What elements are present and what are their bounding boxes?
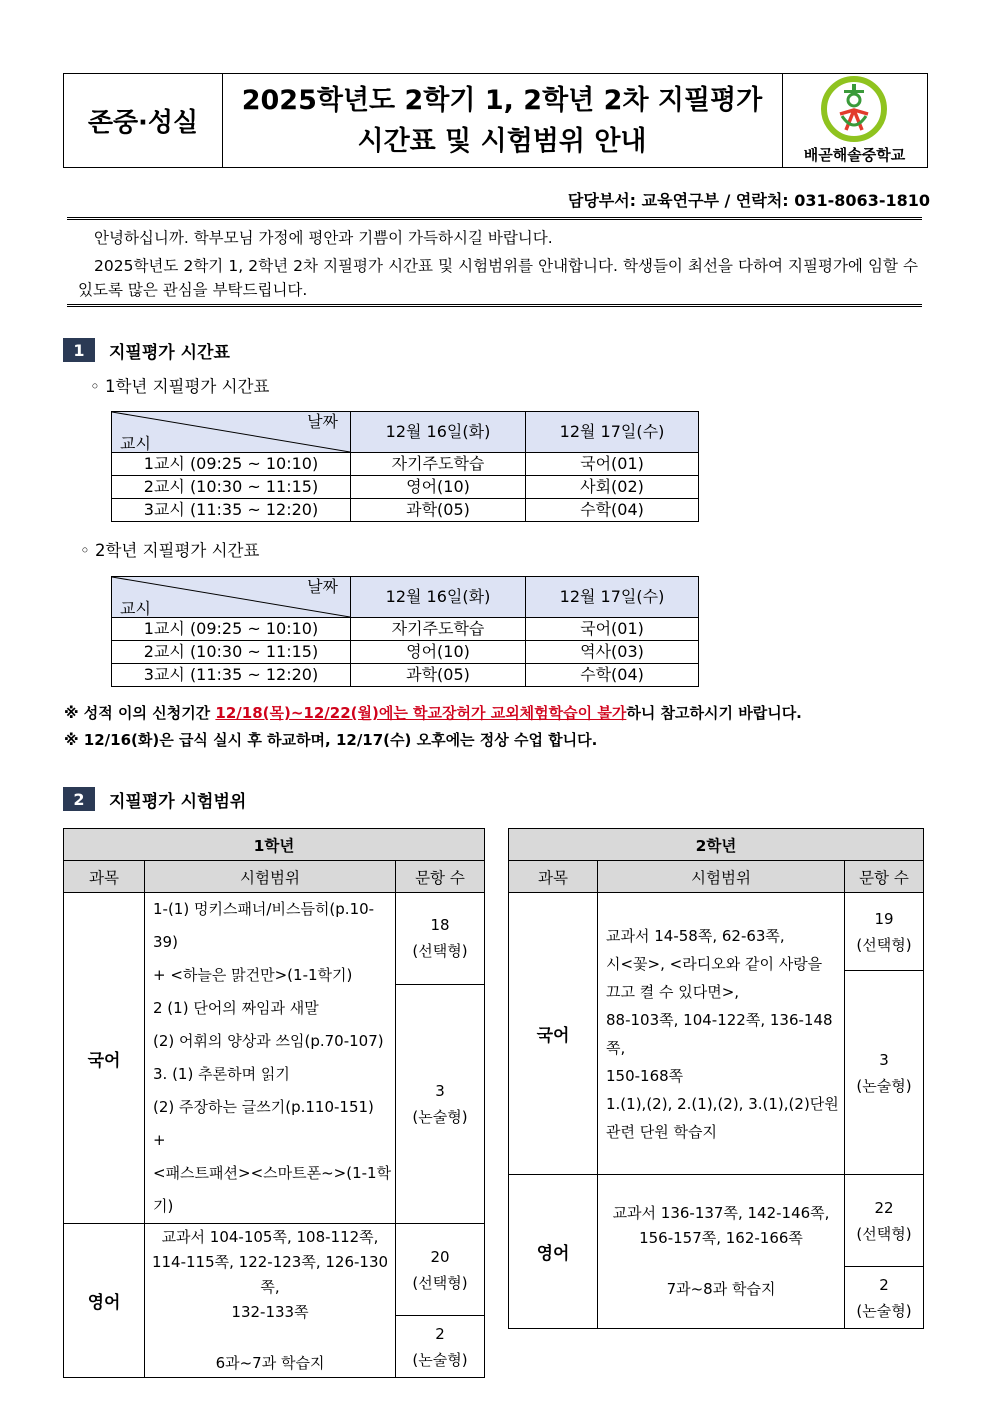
subject-cell: 과학(05) [351, 499, 526, 522]
period-cell: 2교시 (10:30 ~ 11:15) [112, 476, 351, 499]
subject-cell: 국어(01) [526, 618, 699, 641]
note-highlight: 12/18(목)~12/22(월)에는 학교장허가 교외체험학습이 불가 [215, 704, 627, 722]
school-emblem-icon [782, 74, 927, 144]
school-logo [782, 74, 927, 167]
count-cell: 3 (논술형) [396, 984, 485, 1223]
section-1-heading [63, 338, 230, 362]
day-header: 12월 17일(수) [526, 577, 699, 618]
count-cell: 22 (선택형) [845, 1175, 924, 1267]
table-row [112, 476, 699, 499]
section-2-number: 2 [63, 787, 95, 811]
intro-line-1: 안녕하십니까. 학부모님 가정에 평안과 기쁨이 가득하시길 바랍니다. [94, 229, 553, 247]
section-2-heading [63, 787, 246, 811]
col-subject: 과목 [509, 861, 598, 893]
section-1-number: 1 [63, 338, 95, 362]
motto: 존중·성실 [64, 74, 223, 167]
table-row [112, 641, 699, 664]
table-row [112, 664, 699, 687]
subject-cell: 수학(04) [526, 664, 699, 687]
subject-korean: 국어 [64, 893, 145, 1224]
section-1-title: 지필평가 시간표 [109, 342, 230, 363]
subject-english: 영어 [64, 1224, 145, 1378]
subject-cell: 영어(10) [351, 476, 526, 499]
table-row [112, 499, 699, 522]
day-header: 12월 16일(화) [351, 412, 526, 453]
range-english: 교과서 136-137쪽, 142-146쪽, 156-157쪽, 162-166쪽 7과~8과 학습지 [598, 1175, 845, 1329]
range-english: 교과서 104-105쪽, 108-112쪽, 114-115쪽, 122-123쪽, 126-130쪽, 132-133쪽 6과~7과 학습지 [145, 1224, 396, 1378]
count-cell: 2 (논술형) [396, 1316, 485, 1378]
grade2-schedule-table [111, 576, 699, 687]
range-korean: 1-(1) 멍키스패너/비스듬히(p.10-39) + <하늘은 맑건만>(1-1학기) 2 (1) 단어의 짜임과 새말 (2) 어휘의 양상과 쓰임(p.70-107) 3. (1) 추론하며 읽기 (2) 주장하는 글쓰기(p.110-151) + <패스트패션><스마트폰~>(1-1학기) [145, 893, 396, 1224]
col-range: 시험범위 [145, 861, 396, 893]
page-title [222, 74, 783, 167]
subject-cell: 영어(10) [351, 641, 526, 664]
table-row [112, 453, 699, 476]
grade1-range-table [63, 828, 485, 1378]
diagonal-header: 날짜 교시 [112, 577, 351, 618]
col-count: 문항 수 [845, 861, 924, 893]
header-box [63, 73, 928, 168]
count-cell: 18 (선택형) [396, 893, 485, 985]
grade1-schedule-table [111, 411, 699, 522]
count-cell: 19 (선택형) [845, 893, 924, 971]
period-cell: 1교시 (09:25 ~ 10:10) [112, 618, 351, 641]
subject-korean: 국어 [509, 893, 598, 1175]
count-cell: 2 (논술형) [845, 1267, 924, 1329]
period-cell: 3교시 (11:35 ~ 12:20) [112, 499, 351, 522]
title-line-2: 시간표 및 시험범위 안내 [357, 125, 647, 157]
subject-cell: 수학(04) [526, 499, 699, 522]
note-lunch: ※ 12/16(화)은 급식 실시 후 하교하며, 12/17(수) 오후에는 정상 수업 합니다. [64, 731, 598, 749]
grade2-title: 2학년 [509, 829, 924, 861]
count-cell: 3 (논술형) [845, 971, 924, 1175]
divider-top [67, 217, 922, 220]
grade2-range-table [508, 828, 924, 1329]
period-cell: 1교시 (09:25 ~ 10:10) [112, 453, 351, 476]
subject-cell: 사회(02) [526, 476, 699, 499]
title-line-1: 2025학년도 2학기 1, 2학년 2차 지필평가 [241, 84, 763, 116]
subject-english: 영어 [509, 1175, 598, 1329]
divider-bottom [67, 304, 922, 307]
diagonal-header: 날짜 교시 [112, 412, 351, 453]
grade1-schedule-label: ◦ 1학년 지필평가 시간표 [90, 377, 270, 396]
grade2-schedule-label: ◦ 2학년 지필평가 시간표 [80, 541, 260, 560]
range-korean: 교과서 14-58쪽, 62-63쪽, 시<꽃>, <라디오와 같이 사랑을 끄고 켤 수 있다면>, 88-103쪽, 104-122쪽, 136-148쪽, 150-168쪽 1.(1),(2), 2.(1),(2), 3.(1),(2)단원 관련 단원 학습지 [598, 893, 845, 1175]
subject-cell: 역사(03) [526, 641, 699, 664]
col-subject: 과목 [64, 861, 145, 893]
school-name: 배곧해솔중학교 [803, 146, 906, 164]
note-appeal-period: ※ 성적 이의 신청기간 12/18(목)~12/22(월)에는 학교장허가 교외체험학습이 불가하니 참고하시기 바랍니다. [64, 704, 802, 722]
count-cell: 20 (선택형) [396, 1224, 485, 1316]
col-count: 문항 수 [396, 861, 485, 893]
col-range: 시험범위 [598, 861, 845, 893]
subject-cell: 국어(01) [526, 453, 699, 476]
day-header: 12월 16일(화) [351, 577, 526, 618]
contact-info: 담당부서: 교육연구부 / 연락처: 031-8063-1810 [567, 191, 930, 210]
period-cell: 3교시 (11:35 ~ 12:20) [112, 664, 351, 687]
day-header: 12월 17일(수) [526, 412, 699, 453]
section-2-title: 지필평가 시험범위 [109, 791, 247, 812]
subject-cell: 자기주도학습 [351, 453, 526, 476]
table-row [112, 618, 699, 641]
intro-line-2: 2025학년도 2학기 1, 2학년 2차 지필평가 시간표 및 시험범위를 안내합니다. 학생들이 최선을 다하여 지필평가에 임할 수 있도록 많은 관심을 부탁드립니다. [78, 257, 918, 299]
subject-cell: 자기주도학습 [351, 618, 526, 641]
period-cell: 2교시 (10:30 ~ 11:15) [112, 641, 351, 664]
subject-cell: 과학(05) [351, 664, 526, 687]
grade1-title: 1학년 [64, 829, 485, 861]
